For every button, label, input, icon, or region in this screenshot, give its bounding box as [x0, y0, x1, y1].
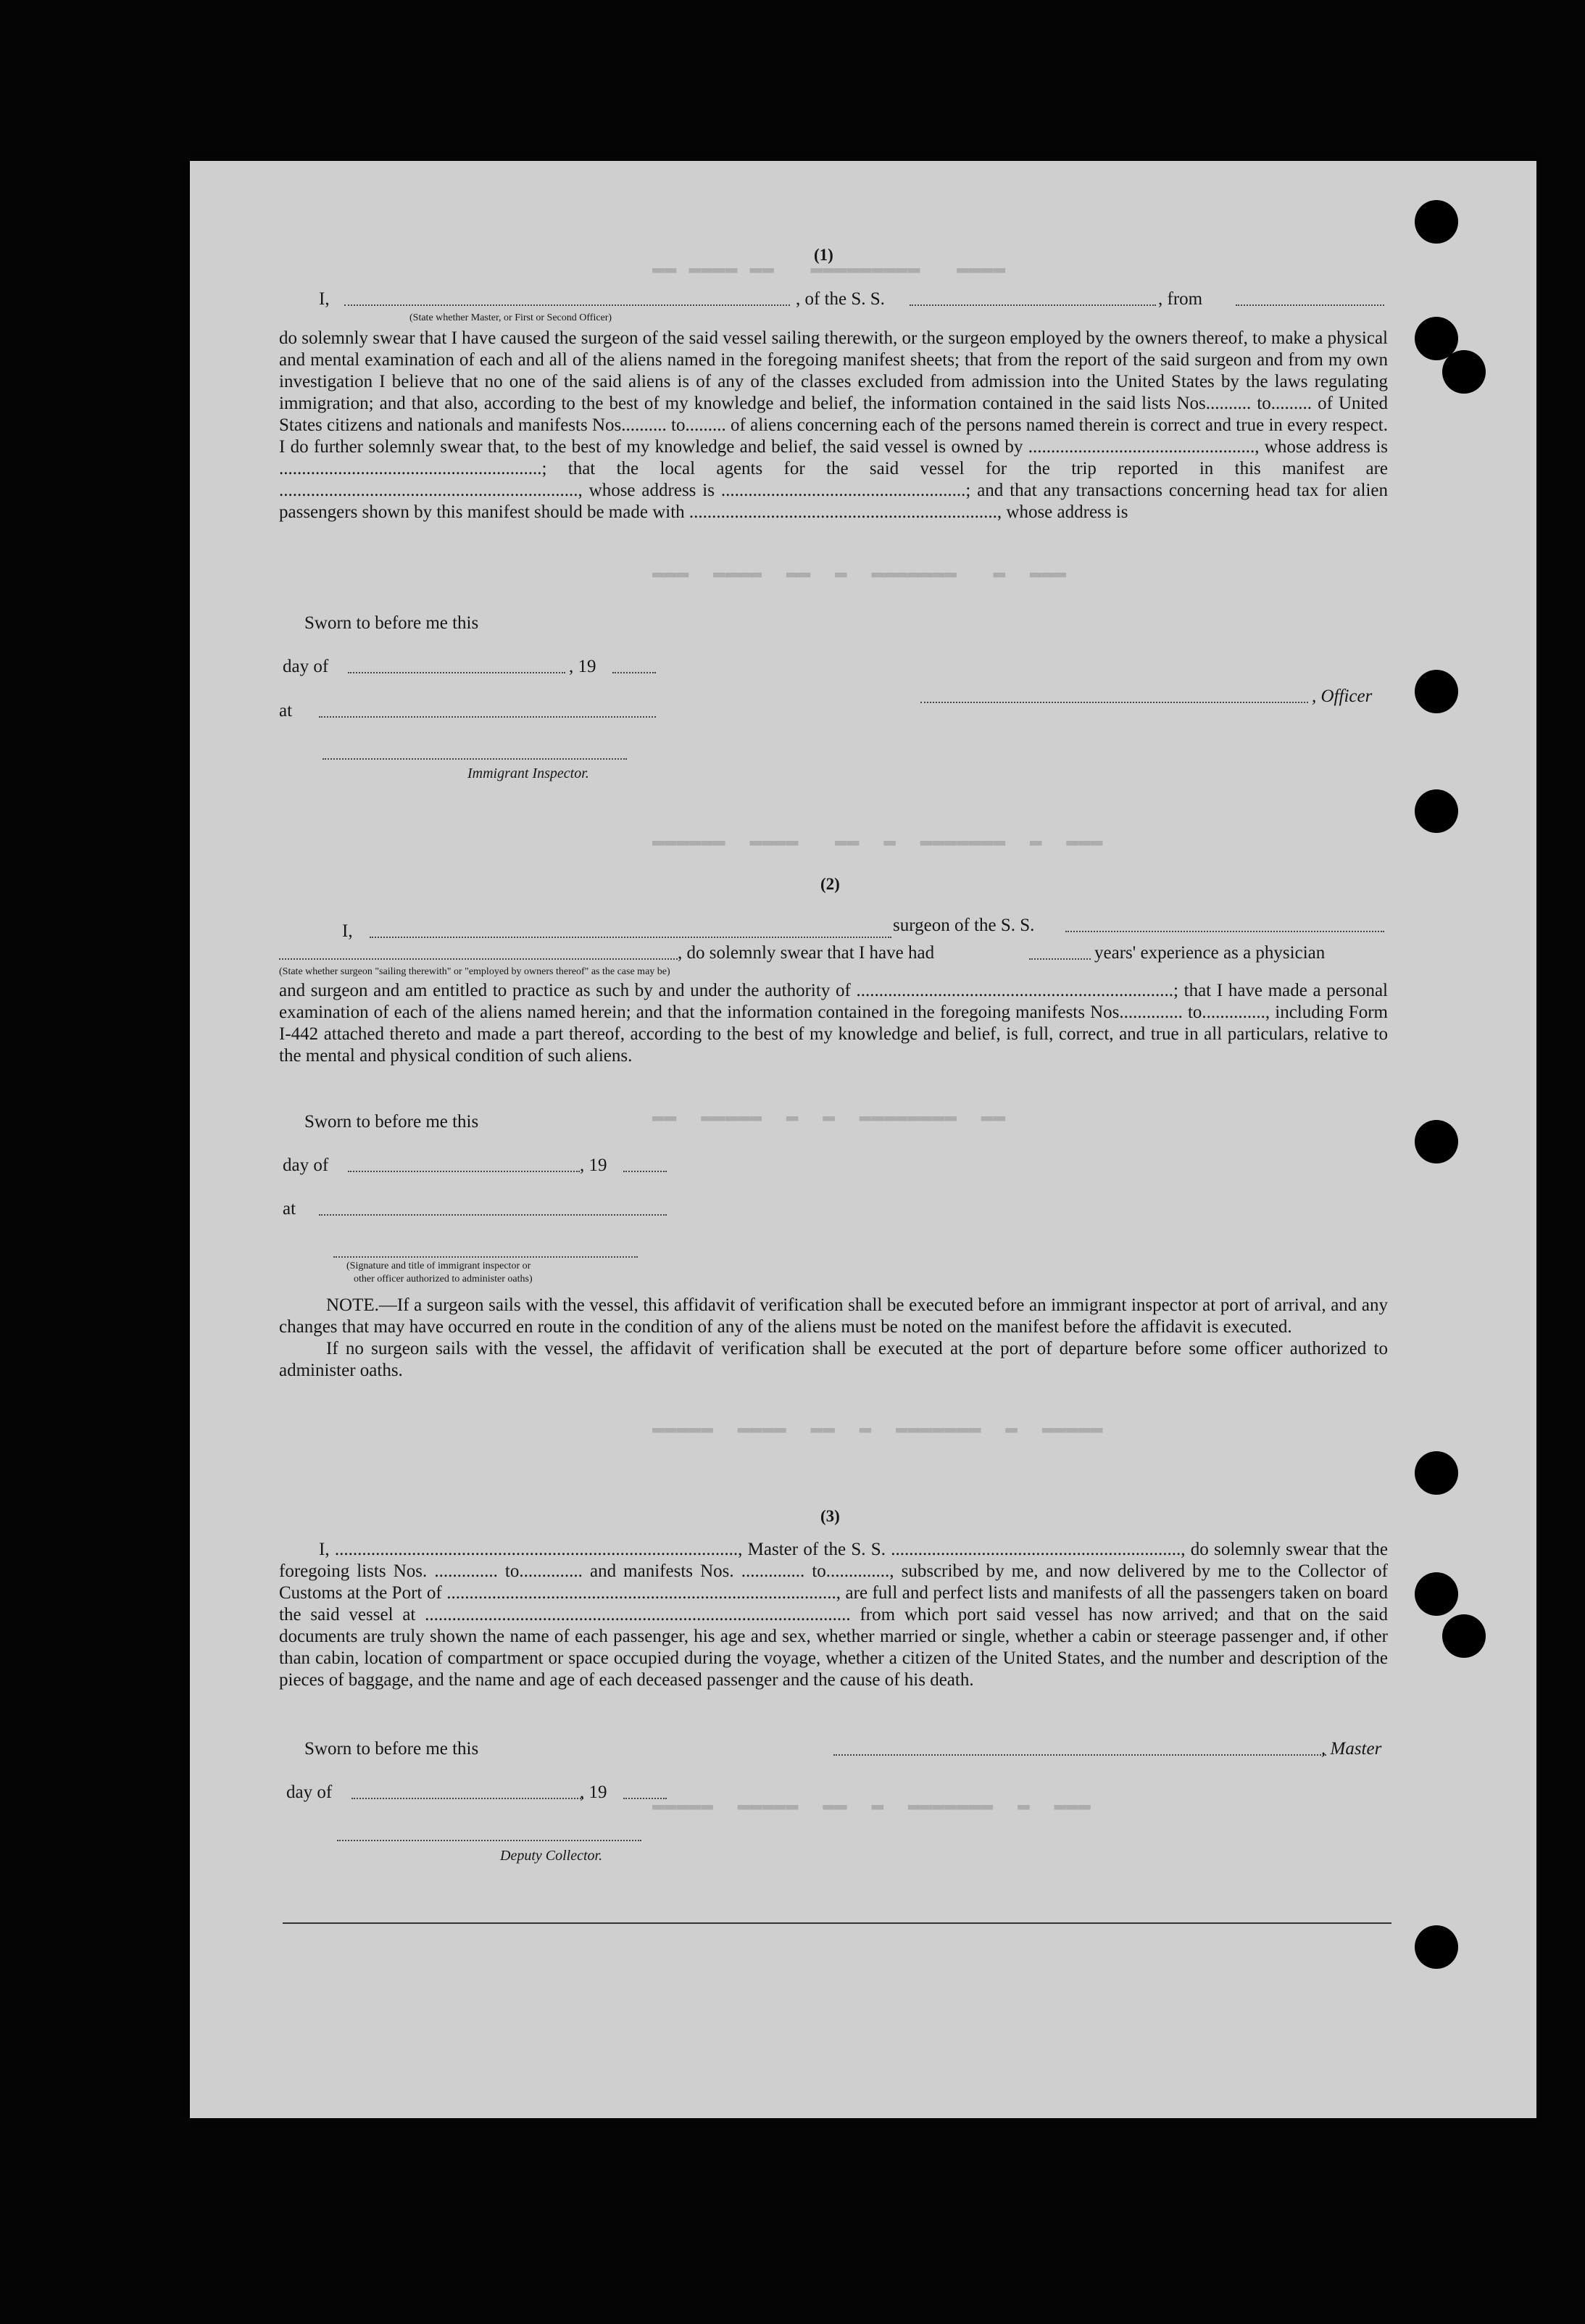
binder-hole	[1415, 670, 1458, 713]
day-of-label: day of	[286, 1783, 333, 1802]
years-label: years' experience as a physician	[1094, 943, 1326, 963]
bleed-through-texture: ▬▬▬▬▬ ▬▬▬▬ ▬▬ ▬ ▬▬▬▬▬▬▬ ▬ ▬▬▬▬▬	[652, 1421, 1103, 1443]
day-of-label: day of	[283, 1155, 329, 1175]
year-label: , 19	[580, 1155, 607, 1175]
bottom-rule	[283, 1922, 1391, 1924]
at-label: at	[283, 1199, 296, 1219]
signature-caption-2: other officer authorized to administer oaths)	[354, 1274, 533, 1285]
blank-day	[348, 672, 565, 673]
section-number: (2)	[820, 875, 840, 893]
binder-hole	[1415, 1572, 1458, 1616]
blank-port-from	[1236, 304, 1384, 306]
blank-years	[1029, 958, 1091, 960]
bleed-through-texture: ▬▬ ▬▬▬▬▬ ▬ ▬ ▬▬▬▬▬▬▬▬ ▬▬	[652, 1109, 1006, 1132]
bleed-through-texture: ▬▬ ▬▬▬▬ ▬▬ ▬▬▬▬▬▬▬▬▬ ▬▬▬▬	[652, 261, 1006, 283]
note-label: NOTE.	[326, 1295, 379, 1315]
oath-body-2: and surgeon and am entitled to practice as such by and under the authority of ......................................................................; that I have made a personal examination of each of the aliens named herein; and that the information contained in the foregoing manifests Nos.............. to.............., including Form I-442 attached thereto and made a part thereof, according to the best of my knowledge and belief, is full, correct, and true in all particulars, relative to the mental and physical condition of such aliens.	[279, 981, 1388, 1066]
blank-year	[623, 1171, 667, 1172]
blank-day	[348, 1171, 580, 1172]
section-number: (3)	[820, 1507, 840, 1525]
note-block	[279, 1295, 1388, 1382]
officer-caption: (State whether Master, or First or Second Officer)	[409, 312, 612, 323]
oath-prefix: I,	[319, 289, 330, 309]
surgeon-label: surgeon of the S. S.	[893, 916, 1035, 935]
vessel-label: , of the S. S.	[796, 289, 885, 309]
at-label: at	[279, 701, 293, 721]
blank-officer-name	[344, 304, 790, 306]
binder-hole	[1415, 1925, 1458, 1969]
inspector-caption: Immigrant Inspector.	[467, 765, 589, 781]
sworn-label: Sworn to before me this	[304, 613, 479, 633]
blank-collector-signature	[337, 1840, 641, 1841]
binder-hole	[1415, 1120, 1458, 1163]
year-label: , 19	[569, 657, 596, 676]
bleed-through-texture: ▬▬▬ ▬▬▬▬ ▬▬ ▬ ▬▬▬▬▬▬▬ ▬ ▬▬▬	[652, 565, 1067, 588]
surgeon-caption: (State whether surgeon "sailing therewith" or "employed by owners thereof" as the case may be)	[279, 966, 670, 977]
oath-prefix: I,	[342, 921, 353, 941]
blank-officer-signature	[920, 702, 1308, 703]
blank-surgeon-status	[279, 958, 678, 960]
blank-place	[319, 1214, 667, 1216]
blank-signature	[333, 1256, 638, 1258]
swear-text: , do solemnly swear that I have had	[678, 943, 935, 963]
deputy-collector-caption: Deputy Collector.	[500, 1848, 603, 1864]
blank-surgeon-name	[370, 937, 891, 938]
oath-body-1: do solemnly swear that I have caused the surgeon of the said vessel sailing therewith, or the surgeon employed by the owners thereof, to make a physical and mental examination of each and all of the aliens named in the foregoing manifest sheets; that from the report of the said surgeon and from my own investigation I believe that no one of the said aliens is of any of the classes excluded from admission into the United States by the laws regulating immigration; and that also, according to the best of my knowledge and belief, the information contained in the said lists Nos.......... to......... of United States citizens and nationals and manifests Nos.......... to......... of aliens concerning each of the persons named therein is correct and true in every respect. I do further solemnly swear that, to the best of my knowledge and belief, the said vessel is owned by .................................................., whose address is ..........................................................; that the local agents for the said vessel for the trip reported in this manifest are .................................................................., whose address is ......................................................; and that any transactions concerning head tax for alien passengers shown by this manifest should be made with ...................................................................., whose address is	[279, 328, 1388, 522]
binder-hole	[1415, 200, 1458, 244]
from-label: , from	[1158, 289, 1203, 309]
binder-hole	[1442, 350, 1486, 394]
blank-vessel-name	[910, 304, 1156, 306]
binder-hole	[1442, 1614, 1486, 1658]
signature-caption-1: (Signature and title of immigrant inspector or	[346, 1261, 531, 1271]
master-title: , Master	[1321, 1739, 1382, 1759]
blank-vessel-name	[1065, 931, 1384, 932]
sworn-label: Sworn to before me this	[304, 1112, 479, 1132]
blank-year	[612, 672, 656, 673]
oath-body-3: I, ........................................................................................., Master of the S. S. ................................................................, do solemnly swear that the foregoing lists Nos. .............. to.............. and manifests Nos. .............. to.............., subscribed by me, and now delivered by me to the Collector of Customs at the Port of ......................................................................................, are full and perfect lists and manifests of all the passengers taken on board the said vessel at .............................................................................................. from which port said vessel has now arrived; and that on the said documents are truly shown the name of each passenger, his age and sex, whether married or single, whether a cabin or steerage passenger and, if other than cabin, location of compartment or space occupied during the voyage, whether a citizen of the United States, and the number and description of the pieces of baggage, and the name and age of each deceased passenger and the cause of his death.	[279, 1540, 1388, 1690]
blank-year	[623, 1798, 667, 1799]
day-of-label: day of	[283, 657, 329, 676]
sworn-label: Sworn to before me this	[304, 1739, 479, 1759]
bleed-through-texture: ▬▬▬▬▬ ▬▬▬▬▬ ▬▬ ▬ ▬▬▬▬▬▬▬ ▬ ▬▬▬	[652, 1798, 1091, 1820]
bleed-through-texture: ▬▬▬▬▬▬ ▬▬▬▬ ▬▬ ▬ ▬▬▬▬▬▬▬ ▬ ▬▬▬	[652, 834, 1103, 856]
binder-hole	[1415, 789, 1458, 833]
section-number: (1)	[814, 246, 833, 264]
note-text-2: If no surgeon sails with the vessel, the affidavit of verification shall be executed at the port of departure before some officer authorized to administer oaths.	[279, 1339, 1388, 1380]
binder-hole	[1415, 1451, 1458, 1495]
year-label: , 19	[580, 1783, 607, 1802]
blank-place	[319, 716, 656, 718]
officer-title: , Officer	[1312, 686, 1373, 706]
blank-day	[351, 1798, 583, 1799]
note-text-1: —If a surgeon sails with the vessel, this affidavit of verification shall be executed before an immigrant inspector at port of arrival, and any changes that may have occurred en route in the condition of any of the aliens must be noted on the manifest before the affidavit is executed.	[279, 1295, 1388, 1337]
blank-inspector-signature	[323, 758, 627, 760]
oath-line-officer	[319, 289, 330, 310]
blank-master-signature	[833, 1754, 1326, 1756]
